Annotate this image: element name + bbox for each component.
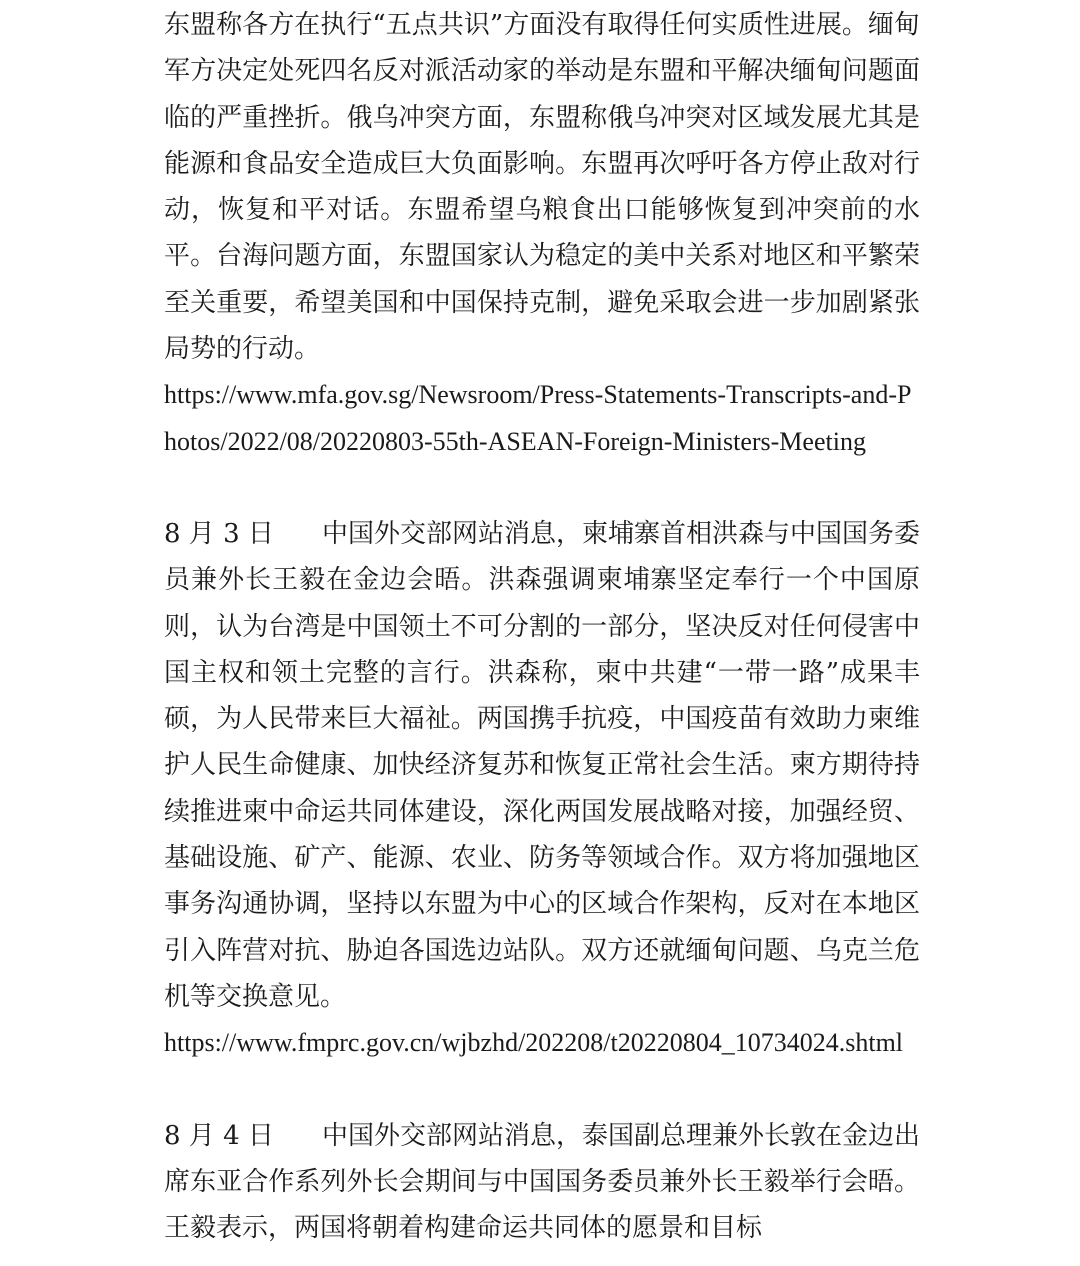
- entry-text: 中国外交部网站消息，泰国副总理兼外长敦在金边出席东亚合作系列外长会期间与中国国务委员兼外长王毅举行会晤。王毅表示，两国将朝着构建命运共同体的愿景和目标: [164, 1120, 921, 1244]
- source-link[interactable]: https://www.fmprc.gov.cn/wjbzhd/202208/t20220804_10734024.shtml: [164, 1028, 904, 1058]
- entry-text: 中国外交部网站消息，柬埔寨首相洪森与中国国务委员兼外长王毅在金边会晤。洪森强调柬埔寨坚定奉行一个中国原则，认为台湾是中国领土不可分割的一部分，坚决反对任何侵害中国主权和领土完整的言行。洪森称，柬中共建“一带一路”成果丰硕，为人民带来巨大福祉。两国携手抗疫，中国疫苗有效助力柬维护人民生命健康、加快经济复苏和恢复正常社会生活。柬方期待持续推进柬中命运共同体建设，深化两国发展战略对接，加强经贸、基础设施、矿产、能源、农业、防务等领域合作。双方将加强地区事务沟通协调，坚持以东盟为中心的区域合作架构，反对在本地区引入阵营对抗、胁迫各国选边站队。双方还就缅甸问题、乌克兰危机等交换意见。: [164, 518, 921, 1012]
- chronology-entry: [164, 511, 920, 1067]
- entry-paragraph: [164, 511, 920, 1020]
- chronology-entry: [164, 1113, 920, 1252]
- entry-paragraph: [164, 1113, 920, 1252]
- article-body: [164, 2, 920, 1251]
- intro-paragraph: 东盟称各方在执行“五点共识”方面没有取得任何实质性进展。缅甸军方决定处死四名反对派活动家的举动是东盟和平解决缅甸问题面临的严重挫折。俄乌冲突方面，东盟称俄乌冲突对区域发展尤其是能源和食品安全造成巨大负面影响。东盟再次呼吁各方停止敌对行动，恢复和平对话。东盟希望乌粮食出口能够恢复到冲突前的水平。台海问题方面，东盟国家认为稳定的美中关系对地区和平繁荣至关重要，希望美国和中国保持克制，避免采取会进一步加剧紧张局势的行动。: [164, 10, 920, 365]
- entry-date: 8 月 3 日: [164, 518, 274, 549]
- source-link[interactable]: https://www.mfa.gov.sg/Newsroom/Press-Statements-Transcripts-and-Photos/2022/08/20220803-55th-ASEAN-Foreign-Ministers-Meeting: [164, 380, 912, 456]
- entry-date: 8 月 4 日: [164, 1120, 274, 1151]
